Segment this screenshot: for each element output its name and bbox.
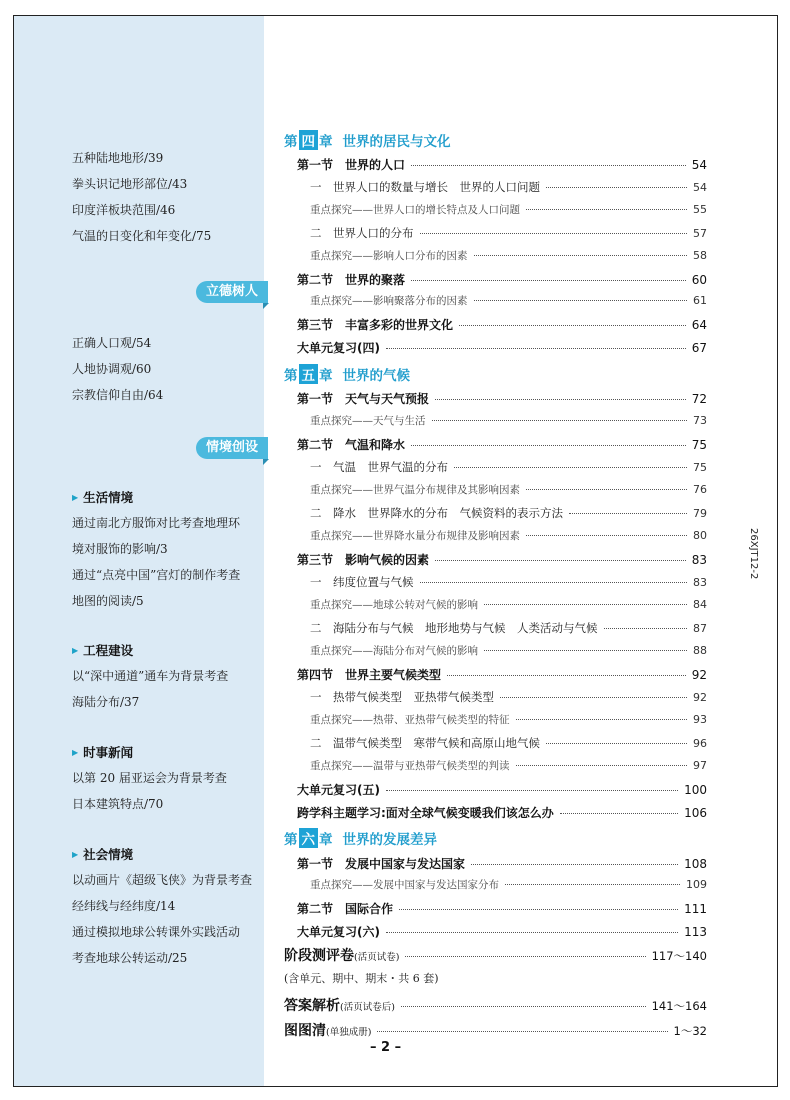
toc-row: 重点探究——温带与亚热带气候类型的判读 97 [310, 759, 707, 772]
sidebar-item: 印度洋板块范围/46 [72, 203, 176, 217]
sidebar-line: 地图的阅读/5 [72, 594, 144, 608]
toc-row: 第一节 天气与天气预报 72 [297, 392, 707, 406]
toc-extra-row: 阶段测评卷(活页试卷) 117～140 [284, 948, 707, 964]
toc-row: 重点探究——世界人口的增长特点及人口问题 55 [310, 203, 707, 216]
sidebar-item: 五种陆地地形/39 [72, 151, 164, 165]
toc-extra-row: 答案解析(活页试卷后) 141～164 [284, 998, 707, 1014]
toc-row: 第一节 世界的人口 54 [297, 158, 707, 172]
toc-row: 一 气温 世界气温的分布 75 [310, 460, 707, 474]
toc-row: 第三节 丰富多彩的世界文化 64 [297, 318, 707, 332]
toc-row: 大单元复习(六) 113 [297, 925, 707, 939]
toc-row: 重点探究——热带、亚热带气候类型的特征 93 [310, 713, 707, 726]
toc-row: 重点探究——世界降水量分布规律及影响因素 80 [310, 529, 707, 542]
tag-qingjingchuangshe: 情境创设 [196, 437, 268, 459]
sidebar-line: 经纬线与经纬度/14 [72, 899, 176, 913]
toc-row: 二 海陆分布与气候 地形地势与气候 人类活动与气候 87 [310, 621, 707, 635]
chapter-4-heading: 第 四 章 世界的居民与文化 [284, 130, 451, 150]
sidebar-line: 通过“点亮中国”宫灯的制作考查 [72, 568, 241, 582]
toc-row: 重点探究——影响聚落分布的因素 61 [310, 294, 707, 307]
toc-row: 第二节 气温和降水 75 [297, 438, 707, 452]
toc-row: 大单元复习(四) 67 [297, 341, 707, 355]
toc-row: 重点探究——世界气温分布规律及其影响因素 76 [310, 483, 707, 496]
chapter-5-heading: 第 五 章 世界的气候 [284, 364, 410, 384]
toc-row: 重点探究——地球公转对气候的影响 84 [310, 598, 707, 611]
toc-row: 二 温带气候类型 寒带气候和高原山地气候 96 [310, 736, 707, 750]
sidebar-line: 以“深中通道”通车为背景考查 [72, 669, 229, 683]
sidebar-line: 通过模拟地球公转课外实践活动 [72, 925, 241, 939]
toc-row: 大单元复习(五) 100 [297, 783, 707, 797]
sidebar-line: 考查地球公转运动/25 [72, 951, 188, 965]
toc-row: 重点探究——天气与生活 73 [310, 414, 707, 427]
sidebar-item: 正确人口观/54 [72, 336, 152, 350]
toc-row: 一 世界人口的数量与增长 世界的人口问题 54 [310, 180, 707, 194]
triangle-icon: ▶ [72, 748, 79, 757]
sidebar-line: 海陆分布/37 [72, 695, 140, 709]
chapter-6-heading: 第 六 章 世界的发展差异 [284, 828, 437, 848]
section-head: ▶ 社会情境 [72, 847, 134, 862]
toc-row: 二 世界人口的分布 57 [310, 226, 707, 240]
toc-row: 一 热带气候类型 亚热带气候类型 92 [310, 690, 707, 704]
toc-row: 重点探究——发展中国家与发达国家分布 109 [310, 878, 707, 891]
section-head: ▶ 时事新闻 [72, 745, 134, 760]
toc-row: 重点探究——影响人口分布的因素 58 [310, 249, 707, 262]
sidebar-item: 拳头识记地形部位/43 [72, 177, 188, 191]
sidebar-item: 人地协调观/60 [72, 362, 152, 376]
sidebar-line: 日本建筑特点/70 [72, 797, 164, 811]
toc-row: 第二节 世界的聚落 60 [297, 273, 707, 287]
toc-extra-row: 图图清(单独成册) 1～32 [284, 1023, 707, 1039]
toc-row: 一 纬度位置与气候 83 [310, 575, 707, 589]
toc-row: 跨学科主题学习:面对全球气候变暖我们该怎么办 106 [297, 806, 707, 820]
sidebar-line: 以第 20 届亚运会为背景考查 [72, 771, 227, 785]
page-number: – 2 – [370, 1040, 402, 1055]
section-head: ▶ 工程建设 [72, 643, 134, 658]
extras-note: (含单元、期中、期末・共 6 套) [284, 972, 439, 985]
toc-row: 二 降水 世界降水的分布 气候资料的表示方法 79 [310, 506, 707, 520]
toc-row: 第四节 世界主要气候类型 92 [297, 668, 707, 682]
side-code: 26XJT12-2 [748, 528, 759, 580]
triangle-icon: ▶ [72, 850, 79, 859]
triangle-icon: ▶ [72, 493, 79, 502]
toc-row: 第一节 发展中国家与发达国家 108 [297, 857, 707, 871]
toc-row: 重点探究——海陆分布对气候的影响 88 [310, 644, 707, 657]
sidebar-item: 宗教信仰自由/64 [72, 388, 164, 402]
toc-row: 第二节 国际合作 111 [297, 902, 707, 916]
sidebar-line: 以动画片《超级飞侠》为背景考查 [72, 873, 253, 887]
section-head: ▶ 生活情境 [72, 490, 134, 505]
sidebar-line: 境对服饰的影响/3 [72, 542, 168, 556]
tag-lideshuren: 立德树人 [196, 281, 268, 303]
sidebar-item: 气温的日变化和年变化/75 [72, 229, 212, 243]
triangle-icon: ▶ [72, 646, 79, 655]
sidebar-line: 通过南北方服饰对比考查地理环 [72, 516, 241, 530]
toc-row: 第三节 影响气候的因素 83 [297, 553, 707, 567]
